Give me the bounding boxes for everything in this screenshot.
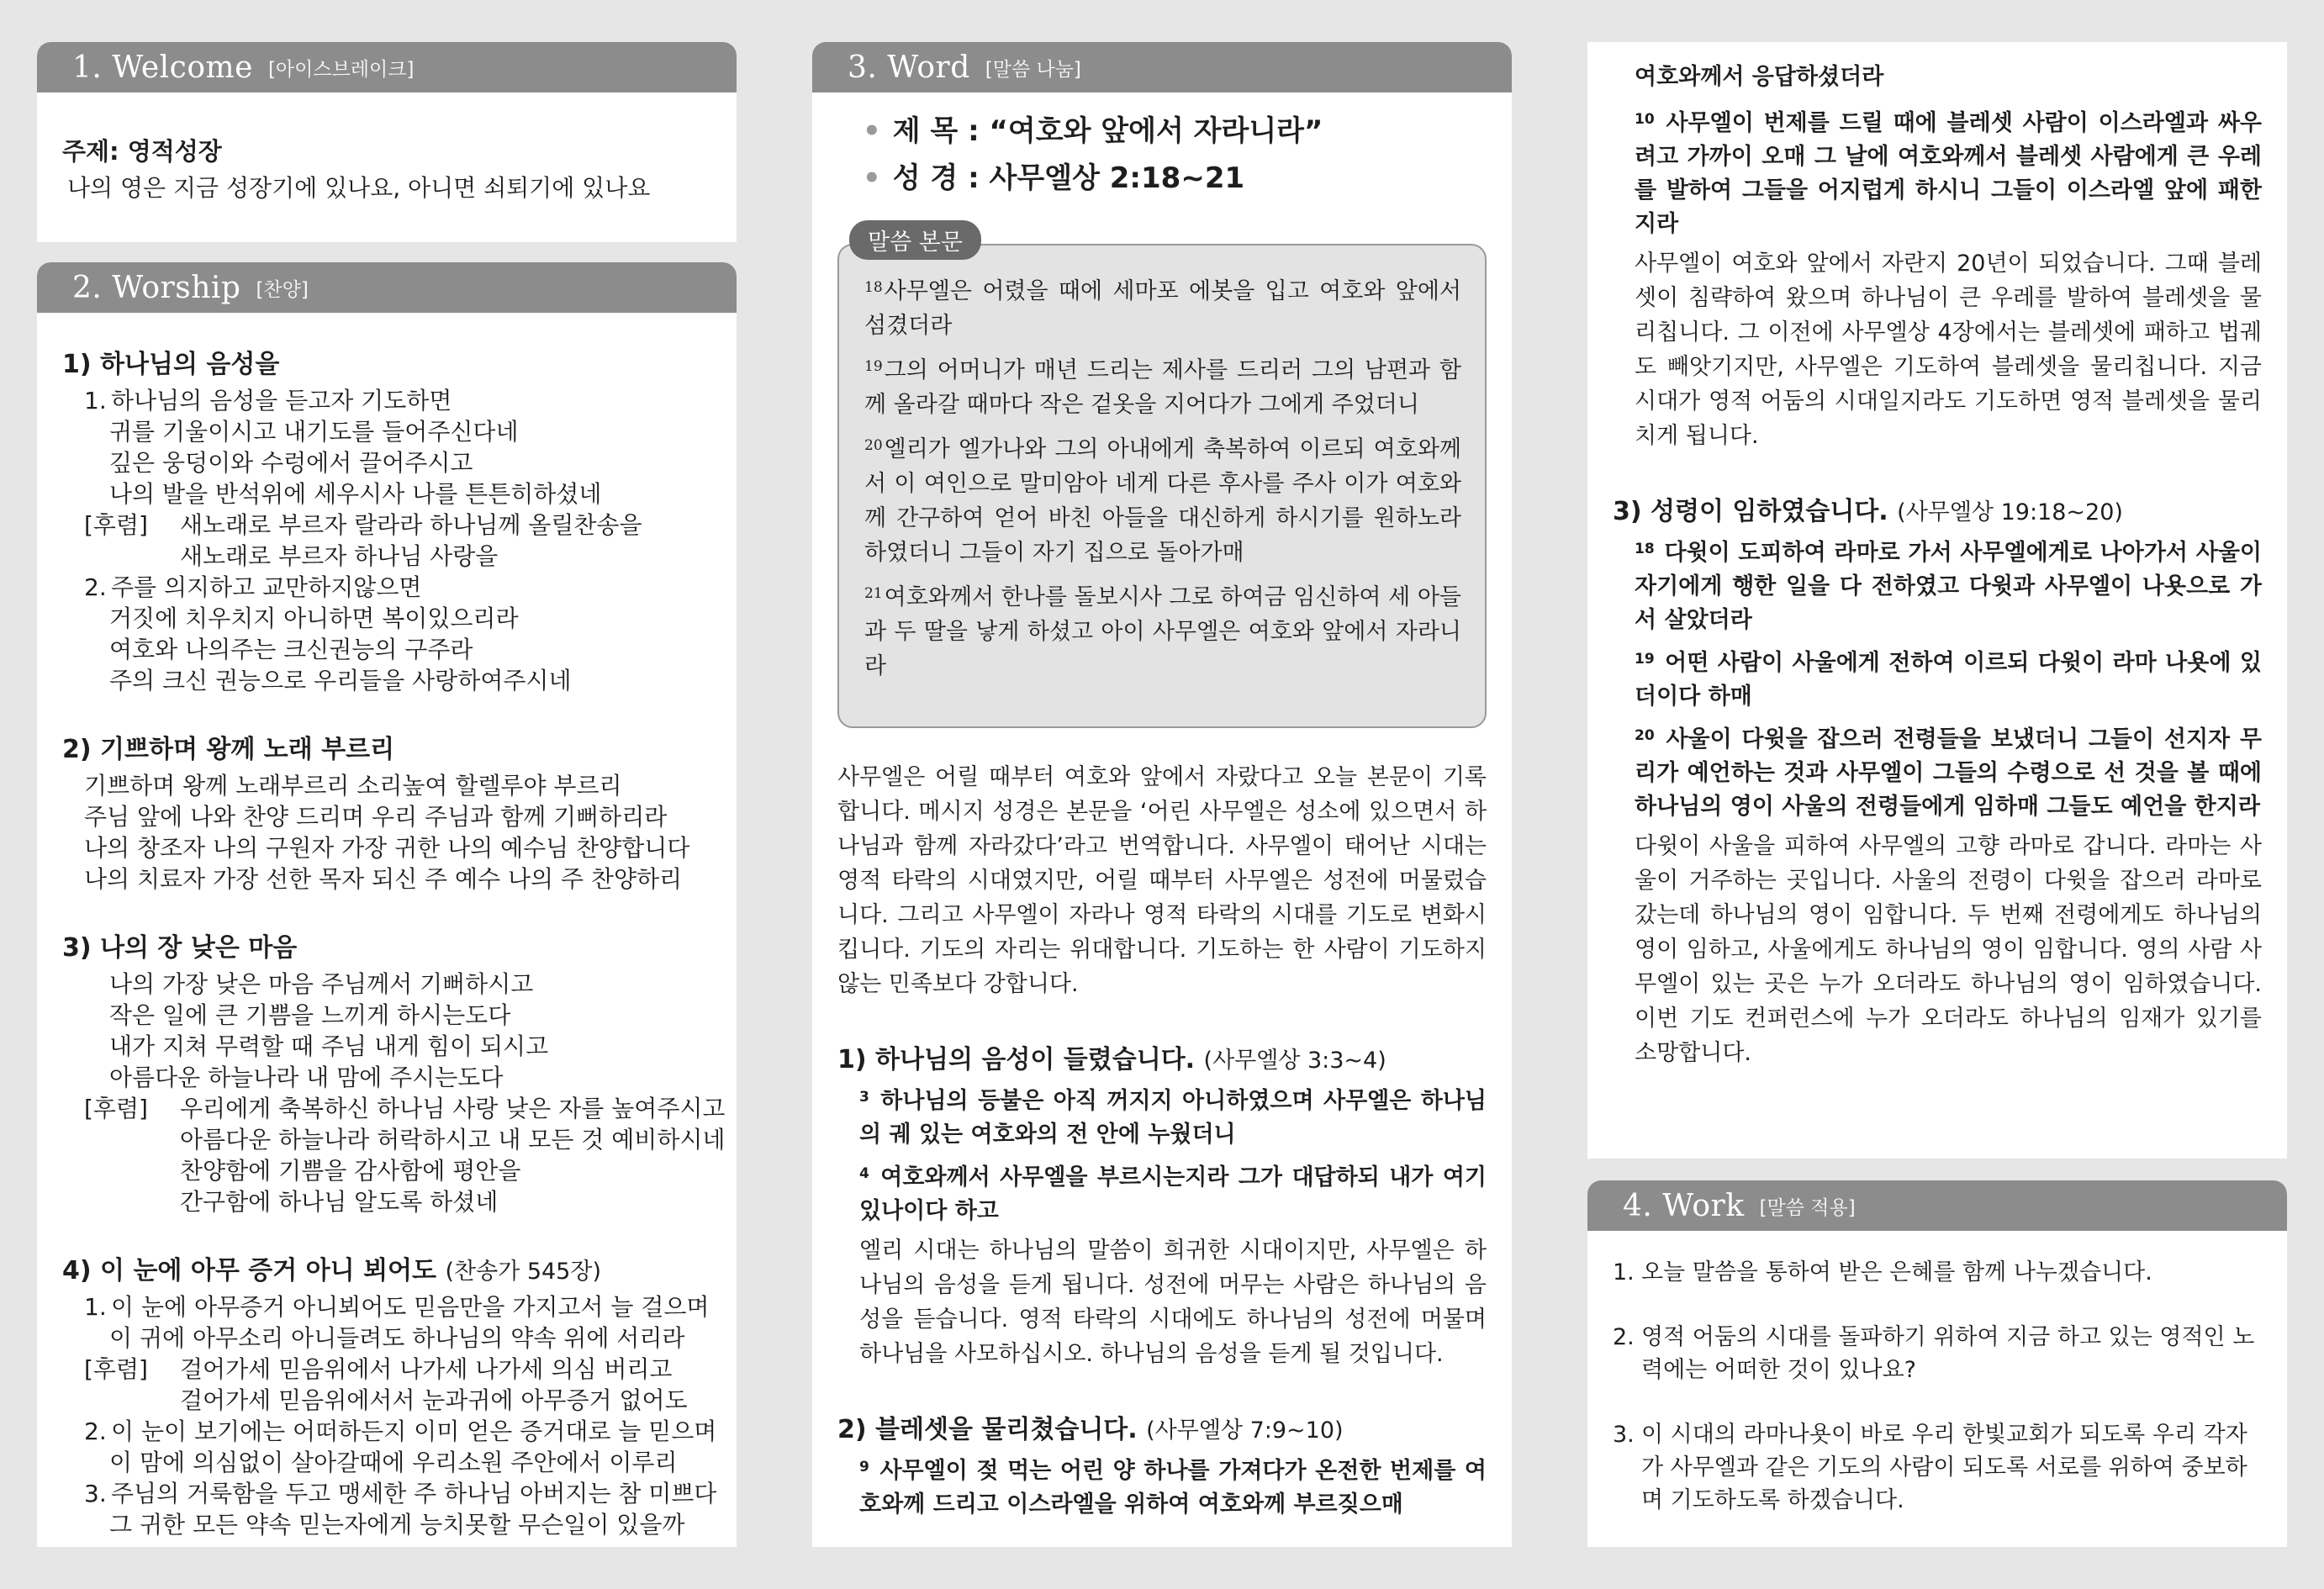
lyric-line [62,478,711,509]
lyric-text: 나의 가장 낮은 마음 주님께서 기뻐하시고 [109,970,534,998]
lyric-label [62,541,180,572]
lyric-text: 작은 일에 큰 기쁨을 느끼게 하시는도다 [109,1001,511,1029]
lyric-text: 여호와 나의주는 크신권능의 구주라 [109,636,473,663]
lyric-text: 나의 치료자 가장 선한 목자 되신 주 예수 나의 주 찬양하리 [84,865,683,893]
welcome-header [37,42,737,92]
song-title: 1) 하나님의 음성을 [62,350,280,379]
lyric-line [62,1385,711,1416]
lyric-line [62,832,711,863]
lyric-text: 기쁘하며 왕께 노래부르리 소리높여 할렐루야 부르리 [84,772,622,800]
lyric-text: 이 눈이 보기에는 어떠하든지 이미 얻은 증거대로 늘 믿으며 [111,1417,717,1445]
lyric-line [62,801,711,832]
lyric-line [62,1000,711,1031]
worship-panel [37,262,737,1547]
lyric-text: 그 귀한 모든 약속 믿는자에게 능치못할 무슨일이 있을까 [109,1511,685,1539]
lyric-text: 나의 발을 반석위에 세우시사 나를 튼튼히하셨네 [109,480,602,508]
lyric-text: 깊은 웅덩이와 수렁에서 끌어주시고 [109,449,473,477]
lyric-text: 주를 의지하고 교만하지않으면 [111,573,422,601]
lyric-line [62,1447,711,1478]
point3-body: 다윗이 사울을 피하여 사무엘의 고향 라마로 갑니다. 라마는 사울이 거주하는 곳입니다. 사울의 전령이 다윗을 잡으러 라마로 갔는데 하나님의 영이 임합니다. 두 번째 전령에게도 하나님의 영이 임하고, 사울에게도 하나님의 영이 임합니다. 영의 사람 사무엘이 있는 곳은 누가 오더라도 하나님의 영이 임하였습니다. 이번 기도 컨퍼런스에 누가 오더라도 하나님의 임재가 있기를 소망합니다. [1635,833,2262,1066]
scripture-verse: $^{19}$그의 어머니가 매년 드리는 제사를 드리러 그의 남편과 함께 올라갈 때마다 작은 겉옷을 지어다가 그에게 주었더니 [864,357,1461,418]
welcome-topic: 주제: 영적성장 [62,137,222,166]
song-title: 3) 나의 장 낮은 마음 [62,933,298,963]
welcome-panel [37,42,737,242]
sermon-subject: • 제 목 : “여호와 앞에서 자라니라” [863,114,1323,148]
scripture-tab-badge: 말씀 본문 [849,220,981,260]
lyric-label: 2. [84,573,107,601]
welcome-subtitle: [아이스브레이크] [267,58,415,81]
lyric-label: 3. [84,1480,107,1507]
lyric-text: 이 눈에 아무증거 아니뵈어도 믿음만을 가지고서 늘 걸으며 [111,1293,710,1321]
lyric-line [62,770,711,801]
lyric-text: 아름다운 하늘나라 허락하시고 내 모든 것 예비하시네 [180,1126,726,1153]
welcome-title: 1. Welcome [72,50,253,85]
lyric-text: 새노래로 부르자 랄라라 하나님께 올릴찬송을 [180,511,642,539]
word-header [812,42,1512,92]
scripture-verse: $^{21}$여호와께서 한나를 돌보시사 그로 하여금 임신하여 세 아들과 두 딸을 낳게 하셨고 아이 사무엘은 여호와 앞에서 자라니라 [864,584,1461,679]
lyric-text: 간구함에 하나님 알도록 하셨네 [180,1188,499,1216]
lyric-line [62,1124,726,1155]
point3-verse: $^{19}$ 어떤 사람이 사울에게 전하여 이르되 다윗이 라마 나욧에 있더이다 하매 [1635,650,2262,710]
lyric-line [62,572,711,603]
work-item: 3. 이 시대의 라마나욧이 바로 우리 한빛교회가 되도록 우리 각자가 사무엘과 같은 기도의 사람이 되도록 서로를 위하여 중보하며 기도하도록 하겠습니다. [1613,1422,2247,1513]
lyric-line [62,1509,711,1540]
lyric-line [62,1155,711,1186]
point1-title: 1) 하나님의 음성이 들렸습니다. (사무엘상 3:3~4) [837,1045,1386,1074]
lyric-label: 1. [84,387,107,414]
scripture-box [837,244,1487,728]
word-continued-panel [1587,42,2287,1159]
lyric-line [62,1354,711,1385]
worship-song-list [37,313,737,1540]
lyric-label [62,1385,180,1416]
lyric-line [62,1093,726,1124]
lyric-text: 내가 지쳐 무력할 때 주님 내게 힘이 되시고 [109,1032,549,1060]
work-panel [1587,1180,2287,1547]
work-item: 1. 오늘 말씀을 통하여 받은 은혜를 함께 나누겠습니다. [1613,1259,2152,1285]
worship-header [37,262,737,313]
lyric-text: 새노래로 부르자 하나님 사랑을 [180,542,499,570]
lyric-text: 우리에게 축복하신 하나님 사랑 낮은 자를 높여주시고 [180,1095,726,1122]
work-item: 2. 영적 어둠의 시대를 돌파하기 위하여 지금 하고 있는 영적인 노력에는 어떠한 것이 있나요? [1613,1324,2255,1383]
point2-verse-9: $^9$ 사무엘이 젖 먹는 어린 양 하나를 가져다가 온전한 번제를 여호와께 드리고 이스라엘을 위하여 여호와께 부르짖으매 [859,1458,1487,1518]
lyric-text: 찬양함에 기쁨을 감사함에 평안을 [180,1157,521,1185]
lyric-line [62,863,711,895]
lyric-line [62,1291,711,1322]
lyric-line [62,509,711,541]
lyric-line [62,1478,717,1509]
lyric-text: 이 맘에 의심없이 살아갈때에 우리소원 주안에서 이루리 [109,1449,678,1476]
work-subtitle: [말씀 적용] [1759,1196,1856,1219]
lyric-text: 걸어가세 믿음위에서서 눈과귀에 아무증거 없어도 [180,1386,688,1414]
lyric-text: 이 귀에 아무소리 아니들려도 하나님의 약속 위에 서리라 [109,1324,685,1352]
lyric-text: 거짓에 치우치지 아니하면 복이있으리라 [109,604,519,632]
point3-verse: $^{20}$ 사울이 다윗을 잡으러 전령들을 보냈더니 그들이 선지자 무리가 예언하는 것과 사무엘이 그들의 수령으로 선 것을 볼 때에 하나님의 영이 사울의 전령들에게 임하매 그들도 예언을 한지라 [1635,726,2262,820]
lyric-label: [후렴] [84,1095,148,1122]
lyric-line [62,1416,717,1447]
lyric-label [62,1124,180,1155]
scripture-verse: $^{18}$사무엘은 어렸을 때에 세마포 에봇을 입고 여호와 앞에서 섬겼더라 [864,278,1461,339]
lyric-label: 1. [84,1293,107,1321]
song-title: 2) 기쁘하며 왕께 노래 부르리 [62,735,395,764]
lyric-text: 주님의 거룩함을 두고 맹세한 주 하나님 아버지는 참 미쁘다 [111,1480,717,1507]
lyric-label [62,1186,180,1217]
lyric-line [62,603,711,634]
point2-verse-10: $^{10}$ 사무엘이 번제를 드릴 때에 블레셋 사람이 이스라엘과 싸우려고 가까이 오매 그 날에 여호와께서 블레셋 사람에게 큰 우레를 발하여 그들을 어지럽게 하시니 그들이 이스라엘 앞에 패한지라 [1635,110,2262,237]
lyric-line [62,969,711,1000]
point2-title: 2) 블레셋을 물리쳤습니다. (사무엘상 7:9~10) [837,1415,1344,1444]
lyric-line [62,541,711,572]
point1-verse: $^4$ 여호와께서 사무엘을 부르시는지라 그가 대답하되 내가 여기 있나이다 하고 [859,1164,1487,1224]
work-list [1587,1231,2287,1517]
sermon-scripture-ref: • 성 경 : 사무엘상 2:18~21 [863,161,1245,195]
lyric-text: 하나님의 음성을 듣고자 기도하면 [111,387,452,414]
lyric-text: 걸어가세 믿음위에서 나가세 나가세 의심 버리고 [180,1355,673,1383]
lyric-line [62,1062,711,1093]
lyric-line [62,634,711,665]
worship-title: 2. Worship [72,270,241,305]
lyric-text: 나의 창조자 나의 구원자 가장 귀한 나의 예수님 찬양합니다 [84,834,690,862]
lyric-text: 귀를 기울이시고 내기도를 들어주신다네 [109,418,519,446]
work-title: 4. Work [1623,1188,1745,1223]
point1-body: 엘리 시대는 하나님의 말씀이 희귀한 시대이지만, 사무엘은 하나님의 음성을 듣게 됩니다. 성전에 머무는 사람은 하나님의 음성을 듣습니다. 영적 타락의 시대에도 하나님의 성전에 머물며 하나님을 사모하십시오. 하나님의 음성을 듣게 될 것입니다. [859,1238,1487,1367]
point3-verse: $^{18}$ 다윗이 도피하여 라마로 가서 사무엘에게로 나아가서 사울이 자기에게 행한 일을 다 전하였고 다윗과 사무엘이 나욧으로 가서 살았더라 [1635,540,2263,633]
lyric-text: 주의 크신 권능으로 우리들을 사랑하여주시네 [109,667,572,694]
song-title: 4) 이 눈에 아무 증거 아니 뵈어도 (찬송가 545장) [62,1256,601,1285]
lyric-label [62,1155,180,1186]
welcome-question: 나의 영은 지금 성장기에 있나요, 아니면 쇠퇴기에 있나요 [67,174,651,202]
sermon-intro: 사무엘은 어릴 때부터 여호와 앞에서 자랐다고 오늘 본문이 기록합니다. 메시지 성경은 본문을 ‘어린 사무엘은 성소에 있으면서 하나님과 함께 자라갔다’라고 번역합니다. 사무엘이 태어난 시대는 영적 타락의 시대였지만, 어릴 때부터 사무엘은 성전에 머물렀습니다. 그리고 사무엘이 자라나 영적 타락의 시대를 기도로 변화시킵니다. 기도의 자리는 위대합니다. 기도하는 한 사람이 기도하지 않는 민족보다 강합니다. [837,764,1487,997]
worship-subtitle: [찬양] [256,278,309,301]
lyric-label: [후렴] [84,1355,148,1383]
lyric-text: 아름다운 하늘나라 내 맘에 주시는도다 [109,1064,504,1091]
point2-body: 사무엘이 여호와 앞에서 자란지 20년이 되었습니다. 그때 블레셋이 침략하여 왔으며 하나님이 큰 우레를 발하여 블레셋을 물리칩니다. 그 이전에 사무엘상 4장에서는 블레셋에 패하고 법궤도 빼앗기지만, 사무엘은 기도하여 블레셋을 물리칩니다. 지금 시대가 영적 어둠의 시대일지라도 기도하면 영적 블레셋을 물리치게 됩니다. [1635,251,2262,449]
lyric-text: 주님 앞에 나와 찬양 드리며 우리 주님과 함께 기뻐하리라 [84,803,668,831]
lyric-line [62,665,711,696]
word-title: 3. Word [848,50,970,85]
lyric-label: 2. [84,1417,107,1445]
point1-verse: $^3$ 하나님의 등불은 아직 꺼지지 아니하였으며 사무엘은 하나님의 궤 있는 여호와의 전 안에 누웠더니 [859,1088,1487,1148]
lyric-label: [후렴] [84,511,148,539]
lyric-line [62,1186,711,1217]
point2-verse-9-continued: 여호와께서 응답하셨더라 [1635,64,1884,90]
lyric-line [62,1322,711,1354]
word-subtitle: [말씀 나눔] [985,58,1081,81]
lyric-line [62,385,711,416]
lyric-line [62,416,711,447]
lyric-line [62,447,711,478]
point3-title: 3) 성령이 임하였습니다. (사무엘상 19:18~20) [1613,497,2123,526]
lyric-line [62,1031,711,1062]
scripture-verse: $^{20}$엘리가 엘가나와 그의 아내에게 축복하여 이르되 여호와께서 이 여인으로 말미암아 네게 다른 후사를 주사 이가 여호와께 간구하여 얻어 바친 아들을 대신하게 하시기를 원하노라 하였더니 그들이 자기 집으로 돌아가매 [864,436,1461,566]
work-header [1587,1180,2287,1231]
